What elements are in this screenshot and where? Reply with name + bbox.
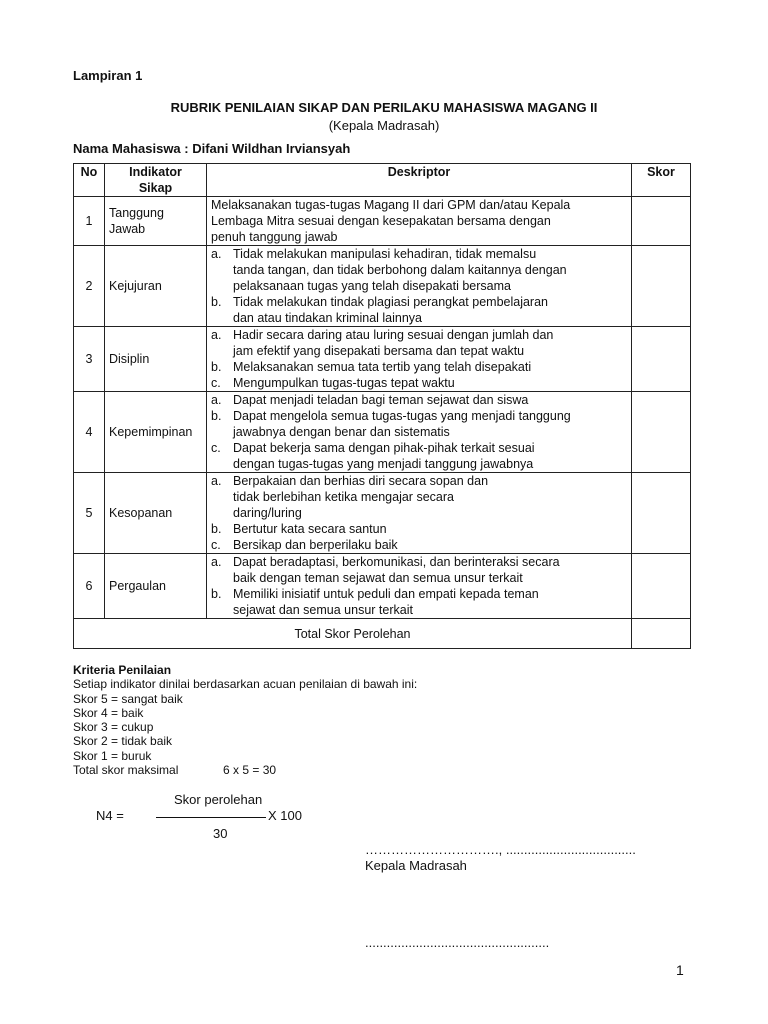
- header-no: No: [74, 164, 105, 197]
- item-line: Dapat menjadi teladan bagi teman sejawat dan siswa: [233, 393, 529, 407]
- header-indikator: [105, 164, 207, 197]
- deskriptor-cell: [207, 327, 632, 392]
- document-subtitle: (Kepala Madrasah): [328, 118, 440, 133]
- item-marker: a.: [211, 474, 222, 488]
- score-cell[interactable]: [632, 197, 691, 246]
- deskriptor-item: [211, 327, 627, 359]
- item-line: baik dengan teman sejawat dan semua unsur terkait: [233, 571, 523, 585]
- max-score-label: Total skor maksimal: [73, 763, 179, 778]
- item-line: Melaksanakan semua tata tertib yang telah disepakati: [233, 360, 532, 374]
- deskriptor-item: [211, 537, 627, 553]
- deskriptor-item: [211, 554, 627, 586]
- item-line: jawabnya dengan benar dan sistematis: [233, 425, 450, 439]
- table-header-row: [74, 164, 691, 197]
- item-marker: a.: [211, 555, 222, 569]
- deskriptor-item: [211, 392, 627, 408]
- deskriptor-list: [211, 392, 627, 472]
- formula-denominator: 30: [213, 826, 228, 841]
- item-line: Tidak melakukan manipulasi kehadiran, tidak memalsu: [233, 247, 537, 261]
- deskriptor-cell: [207, 554, 632, 619]
- score-line: Skor 1 = buruk: [73, 748, 152, 763]
- indikator-cell: [105, 197, 207, 246]
- total-score-cell[interactable]: [632, 619, 691, 649]
- deskriptor-cell: [207, 473, 632, 554]
- item-line: dan atau tindakan kriminal lainnya: [233, 311, 423, 325]
- table-row: [74, 554, 691, 619]
- rubric-body: [74, 197, 691, 619]
- score-cell[interactable]: [632, 246, 691, 327]
- item-marker: a.: [211, 247, 222, 261]
- deskriptor-item: [211, 440, 627, 472]
- place-date-line: …………………………., ....................................: [365, 842, 636, 857]
- item-line: jam efektif yang disepakati bersama dan tepat waktu: [233, 344, 525, 358]
- kriteria-section: [73, 663, 417, 777]
- table-row: [74, 392, 691, 473]
- max-score-row: [73, 763, 417, 777]
- item-marker: c.: [211, 538, 221, 552]
- deskriptor-line: Melaksanakan tugas-tugas Magang II dari GPM dan/atau Kepala: [211, 198, 571, 212]
- deskriptor-item: [211, 521, 627, 537]
- score-line: Skor 5 = sangat baik: [73, 691, 183, 706]
- formula-numerator: Skor perolehan: [174, 792, 263, 807]
- indikator-cell: Kepemimpinan: [105, 392, 207, 473]
- deskriptor-cell: [207, 246, 632, 327]
- deskriptor-line: penuh tanggung jawab: [211, 230, 338, 244]
- item-line: daring/luring: [233, 506, 302, 520]
- signer-name-line: ...................................................: [365, 935, 550, 950]
- deskriptor-list: [211, 246, 627, 326]
- indikator-cell: Kejujuran: [105, 246, 207, 327]
- score-cell[interactable]: [632, 554, 691, 619]
- item-line: tanda tangan, dan tidak berbohong dalam kaitannya dengan: [233, 263, 567, 277]
- score-line: Skor 4 = baik: [73, 705, 144, 720]
- deskriptor-cell: [207, 197, 632, 246]
- indikator-line: Jawab: [109, 222, 146, 236]
- item-marker: b.: [211, 360, 222, 374]
- item-marker: b.: [211, 587, 222, 601]
- item-line: pelaksanaan tugas yang telah disepakati bersama: [233, 279, 511, 293]
- item-marker: a.: [211, 393, 222, 407]
- score-cell[interactable]: [632, 392, 691, 473]
- item-marker: b.: [211, 295, 222, 309]
- deskriptor-item: [211, 586, 627, 618]
- deskriptor-item: [211, 294, 627, 326]
- table-row: [74, 197, 691, 246]
- lampiran-label: Lampiran 1: [73, 68, 143, 83]
- table-row: [74, 473, 691, 554]
- item-line: Bersikap dan berperilaku baik: [233, 538, 398, 552]
- item-line: Dapat beradaptasi, berkomunikasi, dan berinteraksi secara: [233, 555, 560, 569]
- item-line: Mengumpulkan tugas-tugas tepat waktu: [233, 376, 455, 390]
- item-marker: a.: [211, 328, 222, 342]
- item-line: Dapat mengelola semua tugas-tugas yang menjadi tanggung: [233, 409, 571, 423]
- header-indikator-line1: Indikator: [129, 165, 182, 179]
- item-marker: b.: [211, 409, 222, 423]
- indikator-cell: Disiplin: [105, 327, 207, 392]
- page-number: 1: [676, 962, 684, 978]
- row-number: 4: [74, 392, 105, 473]
- rubric-table: [73, 163, 691, 649]
- kriteria-title: Kriteria Penilaian: [73, 663, 172, 677]
- formula: [96, 790, 326, 846]
- score-cell[interactable]: [632, 327, 691, 392]
- deskriptor-cell: [207, 392, 632, 473]
- item-line: Tidak melakukan tindak plagiasi perangkat pembelajaran: [233, 295, 549, 309]
- total-row: [74, 619, 691, 649]
- header-indikator-line2: Sikap: [138, 181, 173, 195]
- signer-role: Kepala Madrasah: [365, 858, 467, 873]
- item-line: Memiliki inisiatif untuk peduli dan empati kepada teman: [233, 587, 539, 601]
- score-line: Skor 2 = tidak baik: [73, 734, 173, 749]
- item-line: Bertutur kata secara santun: [233, 522, 387, 536]
- row-number: 2: [74, 246, 105, 327]
- score-cell[interactable]: [632, 473, 691, 554]
- header-deskriptor: Deskriptor: [207, 164, 632, 197]
- item-marker: c.: [211, 376, 221, 390]
- item-line: Hadir secara daring atau luring sesuai dengan jumlah dan: [233, 328, 554, 342]
- item-marker: b.: [211, 522, 222, 536]
- kriteria-intro: Setiap indikator dinilai berdasarkan acuan penilaian di bawah ini:: [73, 677, 418, 692]
- header-skor: Skor: [632, 164, 691, 197]
- score-line: Skor 3 = cukup: [73, 720, 154, 735]
- row-number: 6: [74, 554, 105, 619]
- deskriptor-list: [211, 554, 627, 618]
- deskriptor-item: [211, 375, 627, 391]
- item-line: tidak berlebihan ketika mengajar secara: [233, 490, 454, 504]
- row-number: 1: [74, 197, 105, 246]
- deskriptor-line: Lembaga Mitra sesuai dengan kesepakatan bersama dengan: [211, 214, 551, 228]
- formula-lhs: N4 =: [96, 808, 124, 823]
- item-line: Berpakaian dan berhias diri secara sopan dan: [233, 474, 489, 488]
- table-row: [74, 327, 691, 392]
- formula-multiplier: X 100: [268, 808, 302, 823]
- student-name: Nama Mahasiswa : Difani Wildhan Irviansyah: [73, 141, 351, 156]
- deskriptor-list: [211, 473, 627, 553]
- document-title: RUBRIK PENILAIAN SIKAP DAN PERILAKU MAHASISWA MAGANG II: [170, 100, 598, 115]
- table-row: [74, 246, 691, 327]
- indikator-cell: Kesopanan: [105, 473, 207, 554]
- deskriptor-item: [211, 246, 627, 294]
- deskriptor-list: [211, 327, 627, 391]
- signature-block: [365, 842, 636, 950]
- deskriptor-item: [211, 408, 627, 440]
- indikator-line: Tanggung: [109, 206, 164, 220]
- item-line: Dapat bekerja sama dengan pihak-pihak terkait sesuai: [233, 441, 535, 455]
- max-score-value: 6 x 5 = 30: [223, 763, 277, 778]
- total-label: Total Skor Perolehan: [74, 619, 632, 649]
- item-marker: c.: [211, 441, 221, 455]
- item-line: dengan tugas-tugas yang menjadi tanggung jawabnya: [233, 457, 534, 471]
- deskriptor-item: [211, 359, 627, 375]
- deskriptor-item: [211, 473, 627, 521]
- item-line: sejawat dan semua unsur terkait: [233, 603, 413, 617]
- indikator-cell: Pergaulan: [105, 554, 207, 619]
- row-number: 3: [74, 327, 105, 392]
- row-number: 5: [74, 473, 105, 554]
- fraction-bar: [156, 817, 266, 818]
